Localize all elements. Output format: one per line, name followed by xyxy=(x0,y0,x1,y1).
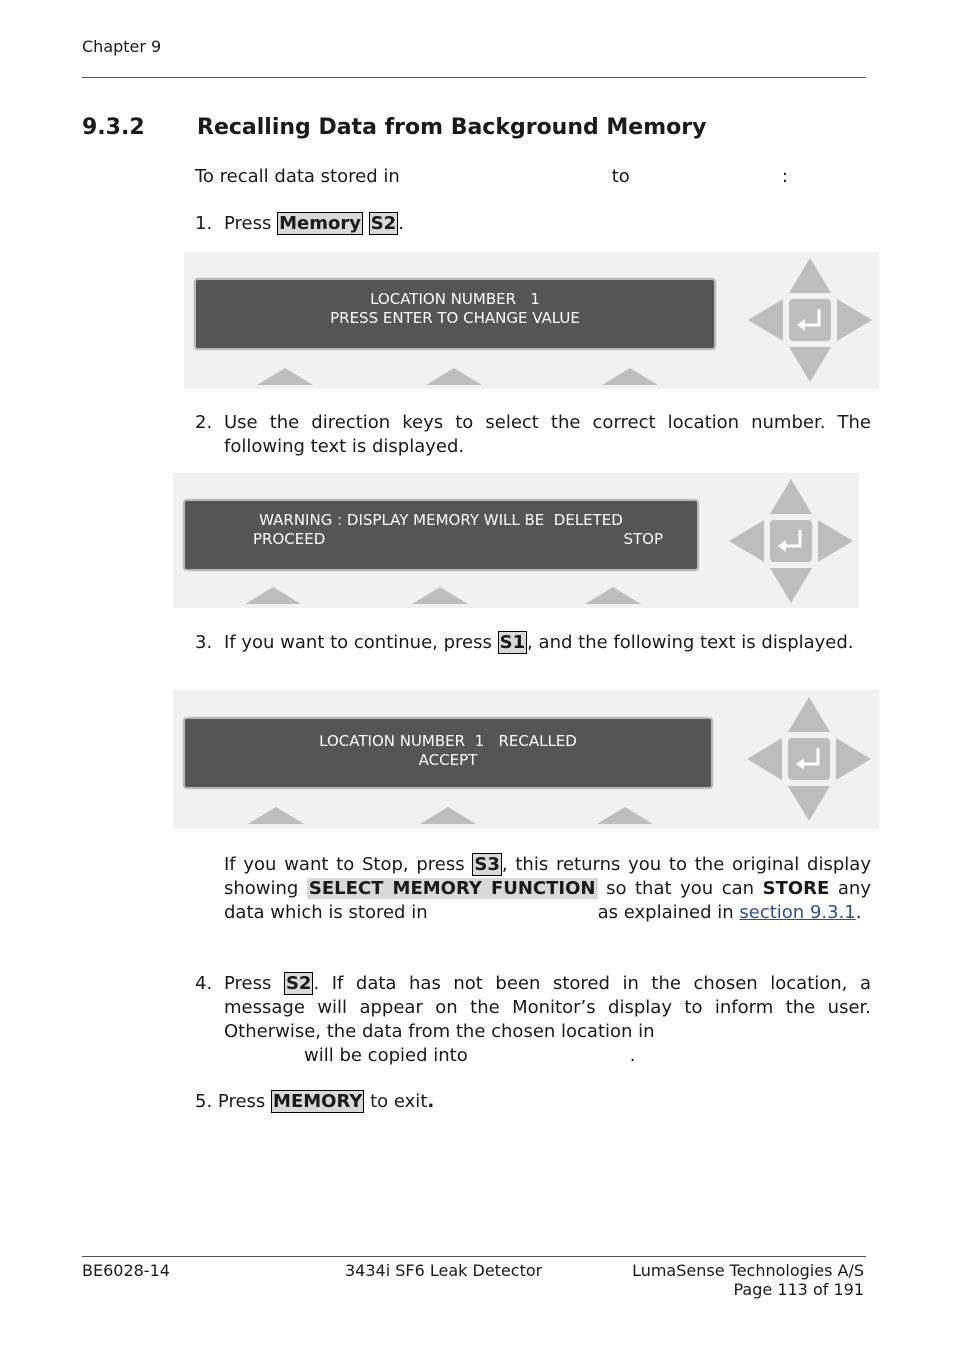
step-text: Press xyxy=(224,213,272,234)
step-text: If you want to continue, press xyxy=(224,632,492,653)
step-number: 1. xyxy=(195,213,213,234)
section-heading xyxy=(82,115,706,140)
lcd-screen xyxy=(183,499,699,571)
s2-key: S2 xyxy=(285,973,312,994)
intro-paragraph xyxy=(195,165,871,189)
lcd-screen xyxy=(183,717,713,789)
footer-company: LumaSense Technologies A/S xyxy=(632,1261,864,1280)
store-label: STORE xyxy=(762,878,830,899)
step-number: 3. xyxy=(195,632,213,653)
step-4 xyxy=(195,972,871,1068)
display-panel-3 xyxy=(173,690,879,829)
note-text-e: as explained in xyxy=(597,902,734,923)
step-text-end: . xyxy=(398,213,404,234)
footer-rule xyxy=(82,1256,866,1257)
footer-page-number: Page 113 of 191 xyxy=(733,1280,864,1299)
soft-key-s3-icon xyxy=(585,587,641,604)
lcd-line-1: WARNING : DISPLAY MEMORY WILL BE DELETED xyxy=(259,511,623,529)
step-text-c: . xyxy=(629,1045,636,1066)
note-text-f: . xyxy=(855,902,862,923)
lcd-screen xyxy=(194,278,716,350)
intro-text-3: : xyxy=(781,166,788,187)
soft-key-s1-icon xyxy=(257,368,313,385)
header-rule xyxy=(82,77,866,78)
soft-key-s3-icon xyxy=(602,368,658,385)
soft-key-s3-icon xyxy=(597,807,653,824)
soft-key-s2-icon xyxy=(426,368,482,385)
lcd-line-2: ACCEPT xyxy=(418,751,478,769)
section-title: Recalling Data from Background Memory xyxy=(197,115,707,140)
note-text-c: so that you can xyxy=(606,878,755,899)
s2-key: S2 xyxy=(370,213,397,234)
lcd-left-label: PROCEED xyxy=(253,530,326,548)
step-text: Use the direction keys to select the correct location number. The following text is displayed. xyxy=(224,412,871,457)
step-text-a: to exit xyxy=(370,1091,428,1112)
step-2 xyxy=(195,411,871,459)
note-text-a: If you want to Stop, press xyxy=(224,854,465,875)
direction-keypad-icon xyxy=(745,255,875,385)
step-text-end: , and the following text is displayed. xyxy=(527,632,854,653)
step-text: Press xyxy=(224,973,272,994)
step-1 xyxy=(195,212,871,236)
soft-key-s2-icon xyxy=(420,807,476,824)
section-number: 9.3.2 xyxy=(82,115,145,140)
soft-key-s2-icon xyxy=(412,587,468,604)
lcd-line-1: LOCATION NUMBER 1 RECALLED xyxy=(319,732,577,750)
note-text-b: , this returns you to the original display showing xyxy=(224,854,871,899)
lcd-right-label: STOP xyxy=(623,530,663,548)
soft-key-s1-icon xyxy=(248,807,304,824)
display-panel-2 xyxy=(173,473,859,608)
step-number: 4. xyxy=(195,973,213,994)
step-number: 5. xyxy=(195,1091,213,1112)
direction-keypad-icon xyxy=(744,694,874,824)
s3-key: S3 xyxy=(474,854,500,875)
footer-product: 3434i SF6 Leak Detector xyxy=(345,1261,543,1280)
select-memory-function-label: SELECT MEMORY FUNCTION xyxy=(308,878,596,899)
intro-text-1: To recall data stored in xyxy=(195,166,400,187)
memory-key: MEMORY xyxy=(273,1091,363,1112)
step-text: Press xyxy=(217,1091,266,1112)
step-text-b: will be copied into xyxy=(304,1045,468,1066)
step-number: 2. xyxy=(195,412,213,433)
note-text-d: any data which is stored in xyxy=(224,878,871,923)
footer-doc-id: BE6028-14 xyxy=(82,1261,170,1280)
direction-keypad-icon xyxy=(726,476,856,606)
lcd-line-2: PRESS ENTER TO CHANGE VALUE xyxy=(330,309,580,327)
s1-key: S1 xyxy=(499,632,526,653)
step-5 xyxy=(195,1090,871,1114)
section-9-3-1-link[interactable]: section 9.3.1 xyxy=(739,902,856,923)
intro-text-2: to xyxy=(611,166,630,187)
step-text-end: . xyxy=(427,1091,435,1112)
chapter-label: Chapter 9 xyxy=(82,37,162,56)
step-3 xyxy=(195,631,871,655)
lcd-line-1: LOCATION NUMBER 1 xyxy=(370,290,540,308)
stop-note xyxy=(224,853,871,925)
soft-key-s1-icon xyxy=(245,587,301,604)
display-panel-1 xyxy=(184,252,879,389)
step-text-a: . If data has not been stored in the chosen location, a message will appear on the Monitor’s display to inform the user. Otherwise, the data from the chosen location in xyxy=(224,973,871,1042)
memory-key: Memory xyxy=(279,213,361,234)
